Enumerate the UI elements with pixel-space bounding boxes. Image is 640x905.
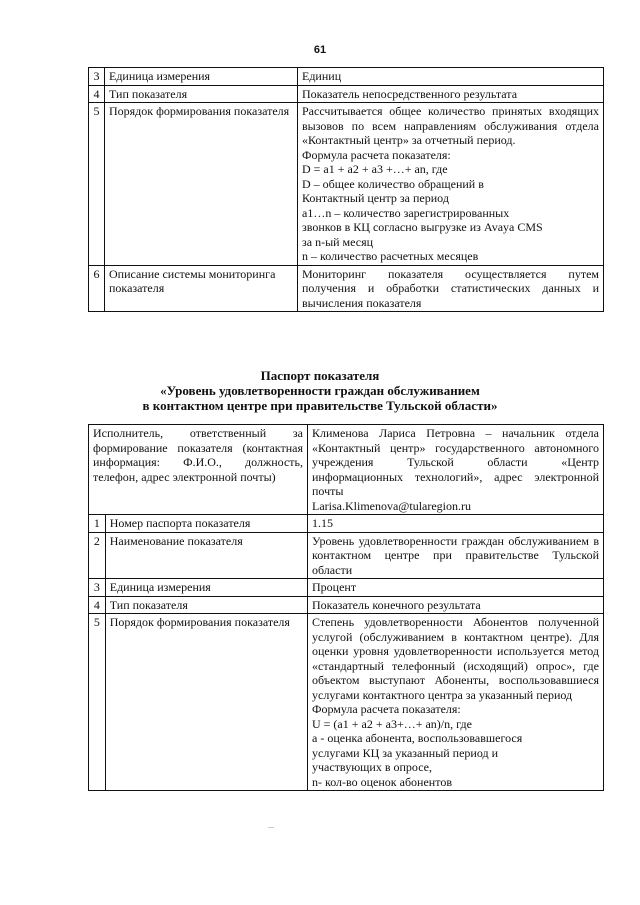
row-number: 3 <box>89 579 106 597</box>
value-line: a - оценка абонента, воспользовавшегося <box>312 731 523 745</box>
value-line: Показатель конечного результата <box>312 597 481 612</box>
value-line: участвующих в опросе, <box>312 760 432 774</box>
value-line: Рассчитывается общее количество принятых входящих вызовов по всем направлениям обслуживания отдела «Контактный центр» за отчетный период. <box>302 104 599 147</box>
value-line: звонков в КЦ согласно выгрузке из Avaya CMS <box>302 220 543 234</box>
row-number: 4 <box>89 596 106 614</box>
row-number: 5 <box>89 614 106 791</box>
table-row <box>89 425 604 515</box>
value-line: Процент <box>312 580 357 594</box>
title-line: «Уровень удовлетворенности граждан обслуживанием <box>160 383 480 398</box>
value-line: Формула расчета показателя: <box>302 147 451 162</box>
value-line: n- кол-во оценок абонентов <box>312 774 452 789</box>
table-row <box>89 596 604 614</box>
table-row <box>89 103 604 266</box>
row-label: Единица измерения <box>105 579 307 597</box>
value-line: n – количество расчетных месяцев <box>302 249 479 263</box>
value-line: Единиц <box>302 69 342 83</box>
passport-table <box>88 424 604 791</box>
row-label: Порядок формирования показателя <box>105 614 307 791</box>
indicator-table-top <box>88 67 604 312</box>
row-number: 2 <box>89 532 106 579</box>
row-label: Порядок формирования показателя <box>105 103 298 266</box>
passport-title <box>0 368 640 413</box>
value-line: 1.15 <box>312 516 333 530</box>
value-line: Контактный центр за период <box>302 191 449 205</box>
table-row <box>89 265 604 312</box>
table-row <box>89 579 604 597</box>
row-value <box>308 579 604 597</box>
value-line: услугами КЦ за указанный период и <box>312 745 499 760</box>
title-line: в контактном центре при правительстве Тульской области» <box>142 398 498 413</box>
row-label: Единица измерения <box>105 68 298 86</box>
table-row <box>89 515 604 533</box>
title-line: Паспорт показателя <box>260 368 380 383</box>
executor-text: Клименова Лариса Петровна – начальник отдела «Контактный центр» государственного автономного учреждения Тульской области «Центр информационных технологий», адрес электронной почты <box>312 426 599 498</box>
row-value <box>308 614 604 791</box>
executor-email: Larisa.Klimenova@tularegion.ru <box>312 498 471 513</box>
row-label: Наименование показателя <box>105 532 307 579</box>
row-label: Тип показателя <box>105 85 298 103</box>
value-line: a1…n – количество зарегистрированных <box>302 205 510 220</box>
row-value <box>298 103 604 266</box>
value-line: D – общее количество обращений в <box>302 176 484 191</box>
row-number: 6 <box>89 265 105 312</box>
value-line: Мониторинг показателя осуществляется путем получения и обработки статистических данных и вычисления показателя <box>302 266 599 310</box>
table-row <box>89 532 604 579</box>
table-row <box>89 614 604 791</box>
row-value <box>298 265 604 312</box>
row-value <box>298 85 604 103</box>
row-value <box>298 68 604 86</box>
row-number: 5 <box>89 103 105 266</box>
scan-speck <box>268 827 274 828</box>
table-row <box>89 85 604 103</box>
row-number: 1 <box>89 515 106 533</box>
value-line: за n-ый месяц <box>302 234 374 249</box>
page-number: 61 <box>313 44 327 56</box>
row-value <box>308 596 604 614</box>
formula-line: U = (a1 + a2 + a3+…+ an)/n, где <box>312 716 472 731</box>
row-label: Номер паспорта показателя <box>105 515 307 533</box>
row-label: Тип показателя <box>105 596 307 614</box>
executor-label: Исполнитель, ответственный за формирование показателя (контактная информация: Ф.И.О., должность, телефон, адрес электронной почты) <box>89 425 308 515</box>
executor-value <box>308 425 604 515</box>
value-line: Уровень удовлетворенности граждан обслуживанием в контактном центре при правительстве Тульской области <box>312 533 599 577</box>
row-number: 4 <box>89 85 105 103</box>
row-value <box>308 515 604 533</box>
row-label: Описание системы мониторинга показателя <box>105 265 298 312</box>
formula-line: D = a1 + a2 + a3 +…+ an, где <box>302 162 448 176</box>
value-line: Показатель непосредственного результата <box>302 86 518 101</box>
table-row <box>89 68 604 86</box>
row-number: 3 <box>89 68 105 86</box>
row-value <box>308 532 604 579</box>
value-line: Формула расчета показателя: <box>312 702 461 716</box>
value-line: Степень удовлетворенности Абонентов полученной услугой (обслуживанием в контактном центре). Для оценки уровня удовлетворенности используется метод «стандартный телефонный (исходящий) опрос», где объектом выступают Абоненты, воспользовавшиеся услугами контактного центра за указанный период <box>312 615 599 702</box>
